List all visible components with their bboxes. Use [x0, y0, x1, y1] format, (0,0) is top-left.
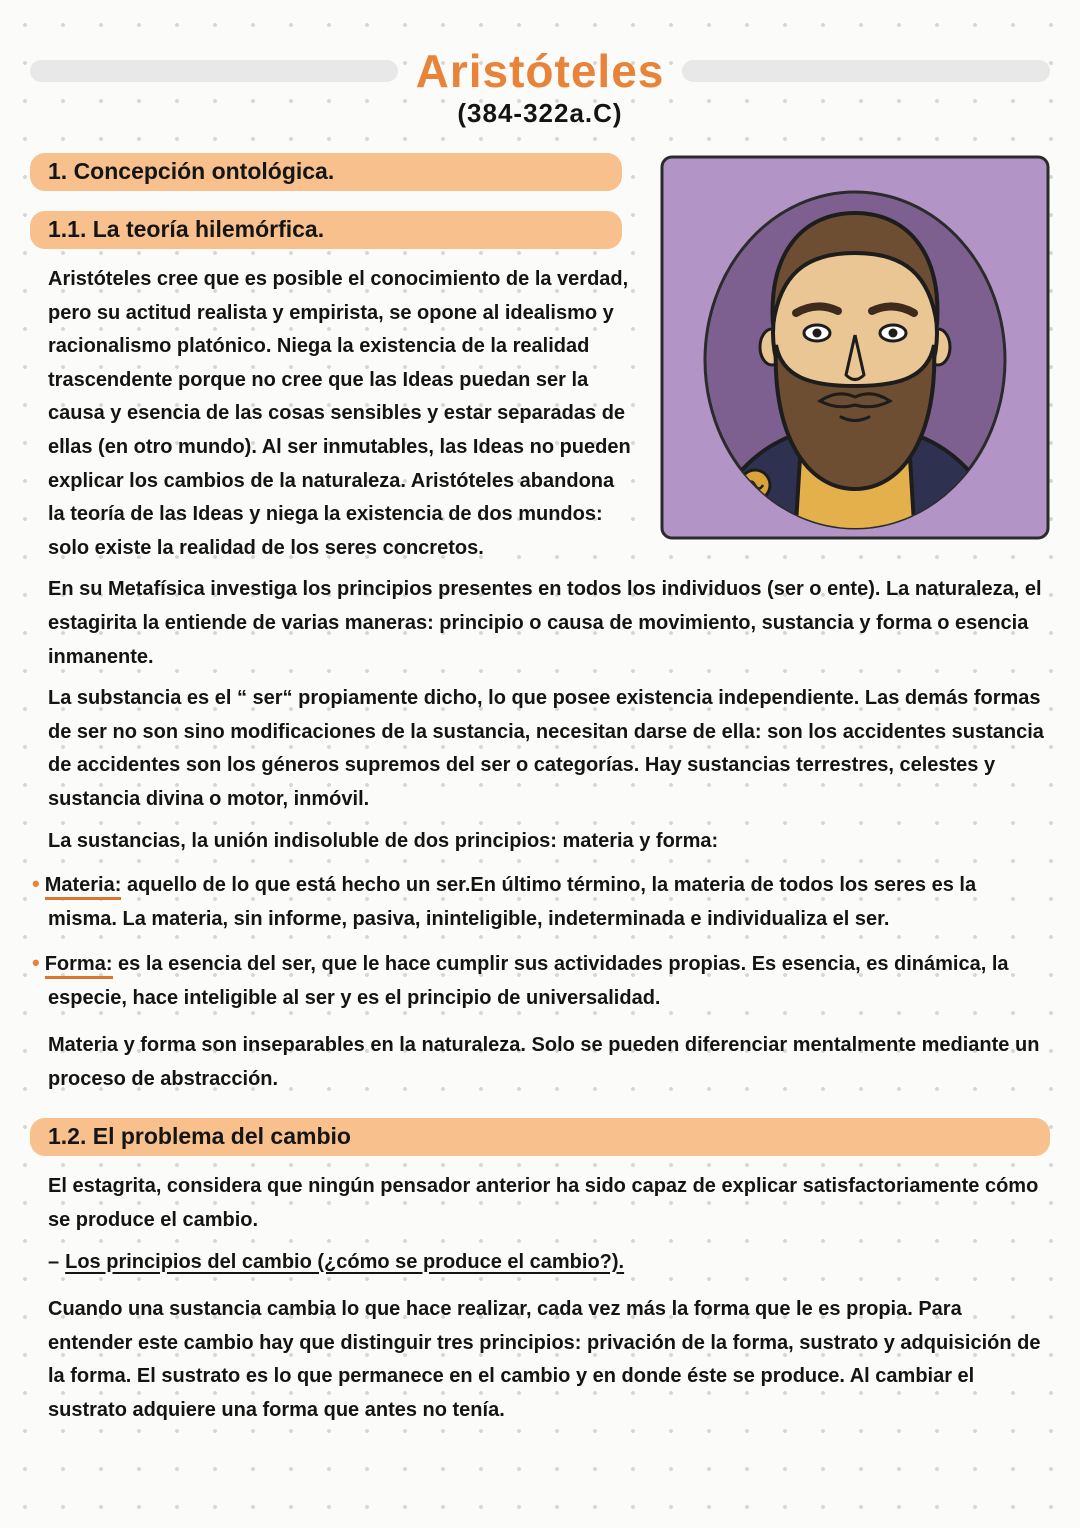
paragraph-tres-principios: Cuando una sustancia cambia lo que hace realizar, cada vez más la forma que le es propia. Para entender este cambio hay que distinguir tres principios: privación de la forma, sustrato y adquisición de la forma. El sustrato es lo que permanece en el cambio y en donde éste se produce. Al cambiar el sustrato adquiere una forma que antes no tenía. — [48, 1298, 1041, 1421]
paragraph-metafisica: En su Metafísica investiga los principios presentes en todos los individuos (ser o ente). La naturaleza, el estagirita la entiende de varias maneras: principio o causa de movimiento, sustancia y forma o esencia inmanente. — [48, 578, 1042, 668]
paragraph-inseparables: Materia y forma son inseparables en la naturaleza. Solo se pueden diferenciar mentalmente mediante un proceso de abstracción. — [48, 1034, 1040, 1090]
aristotle-portrait — [660, 155, 1050, 540]
paragraph-estagrita: El estagrita, considera que ningún pensador anterior ha sido capaz de explicar satisfactoriamente cómo se produce el cambio. — [48, 1175, 1039, 1231]
bullet-forma-text: es la esencia del ser, que le hace cumplir sus actividades propias. Es esencia, es dinámica, la especie, hace inteligible al ser y es el principio de universalidad. — [48, 952, 1009, 1009]
page-subtitle: (384-322a.C) — [457, 98, 623, 128]
section-heading-1-1-label: 1.1. La teoría hilemórfica. — [48, 216, 325, 242]
section-heading-1-1 — [30, 211, 622, 249]
bullet-materia-text: aquello de lo que está hecho un ser.En último término, la materia de todos los seres es la misma. La materia, sin informe, pasiva, ininteligible, indeterminada e individualiza el ser. — [48, 874, 977, 931]
bullet-forma — [30, 945, 1050, 1016]
section-heading-1-label: 1. Concepción ontológica. — [48, 158, 335, 184]
section-heading-1 — [30, 153, 622, 191]
bullet-dot-icon: • — [32, 871, 40, 897]
bullet-materia — [30, 866, 1050, 937]
dash-item-text: Los principios del cambio (¿cómo se produce el cambio?). — [65, 1250, 625, 1273]
term-materia: Materia: — [45, 874, 122, 900]
title-banner-row — [30, 44, 1050, 98]
section-heading-1-2 — [30, 1118, 1050, 1156]
section-heading-1-2-label: 1.2. El problema del cambio — [48, 1123, 351, 1150]
title-banner-left — [30, 60, 398, 82]
dash-item-principios-cambio — [30, 1246, 1050, 1280]
paragraph-substancia: La substancia es el “ ser“ propiamente dicho, lo que posee existencia independiente. Las demás formas de ser no son sino modificaciones de la sustancia, necesitan darse de ella: son los accidentes sustancia de accidentes son los géneros supremos del ser o categorías. Hay sustancias terrestres, celestes y sustancia divina o motor, inmóvil. — [48, 687, 1044, 810]
aristotle-illustration-svg — [660, 155, 1050, 540]
page-title: Aristóteles — [415, 45, 665, 97]
title-banner-right — [682, 60, 1050, 82]
bullet-dot-icon: • — [32, 949, 40, 975]
term-forma: Forma: — [45, 953, 113, 979]
paragraph-union-principios: La sustancias, la unión indisoluble de dos principios: materia y forma: — [48, 829, 719, 852]
paragraph-conocimiento: Aristóteles cree que es posible el conocimiento de la verdad, pero su actitud realista y empirista, se opone al idealismo y racionalismo platónico. Niega la existencia de la realidad trascendente porque no cree que las Ideas puedan ser la causa y esencia de las cosas sensibles y estar separadas de ellas (en otro mundo). Al ser inmutables, las Ideas no pueden explicar los cambios de la naturaleza. Aristóteles abandona la teoría de las Ideas y niega la existencia de dos mundos: solo existe la realidad de los seres concretos. — [48, 268, 631, 559]
dash-marker: – — [48, 1250, 60, 1273]
main-content — [30, 153, 1050, 1428]
